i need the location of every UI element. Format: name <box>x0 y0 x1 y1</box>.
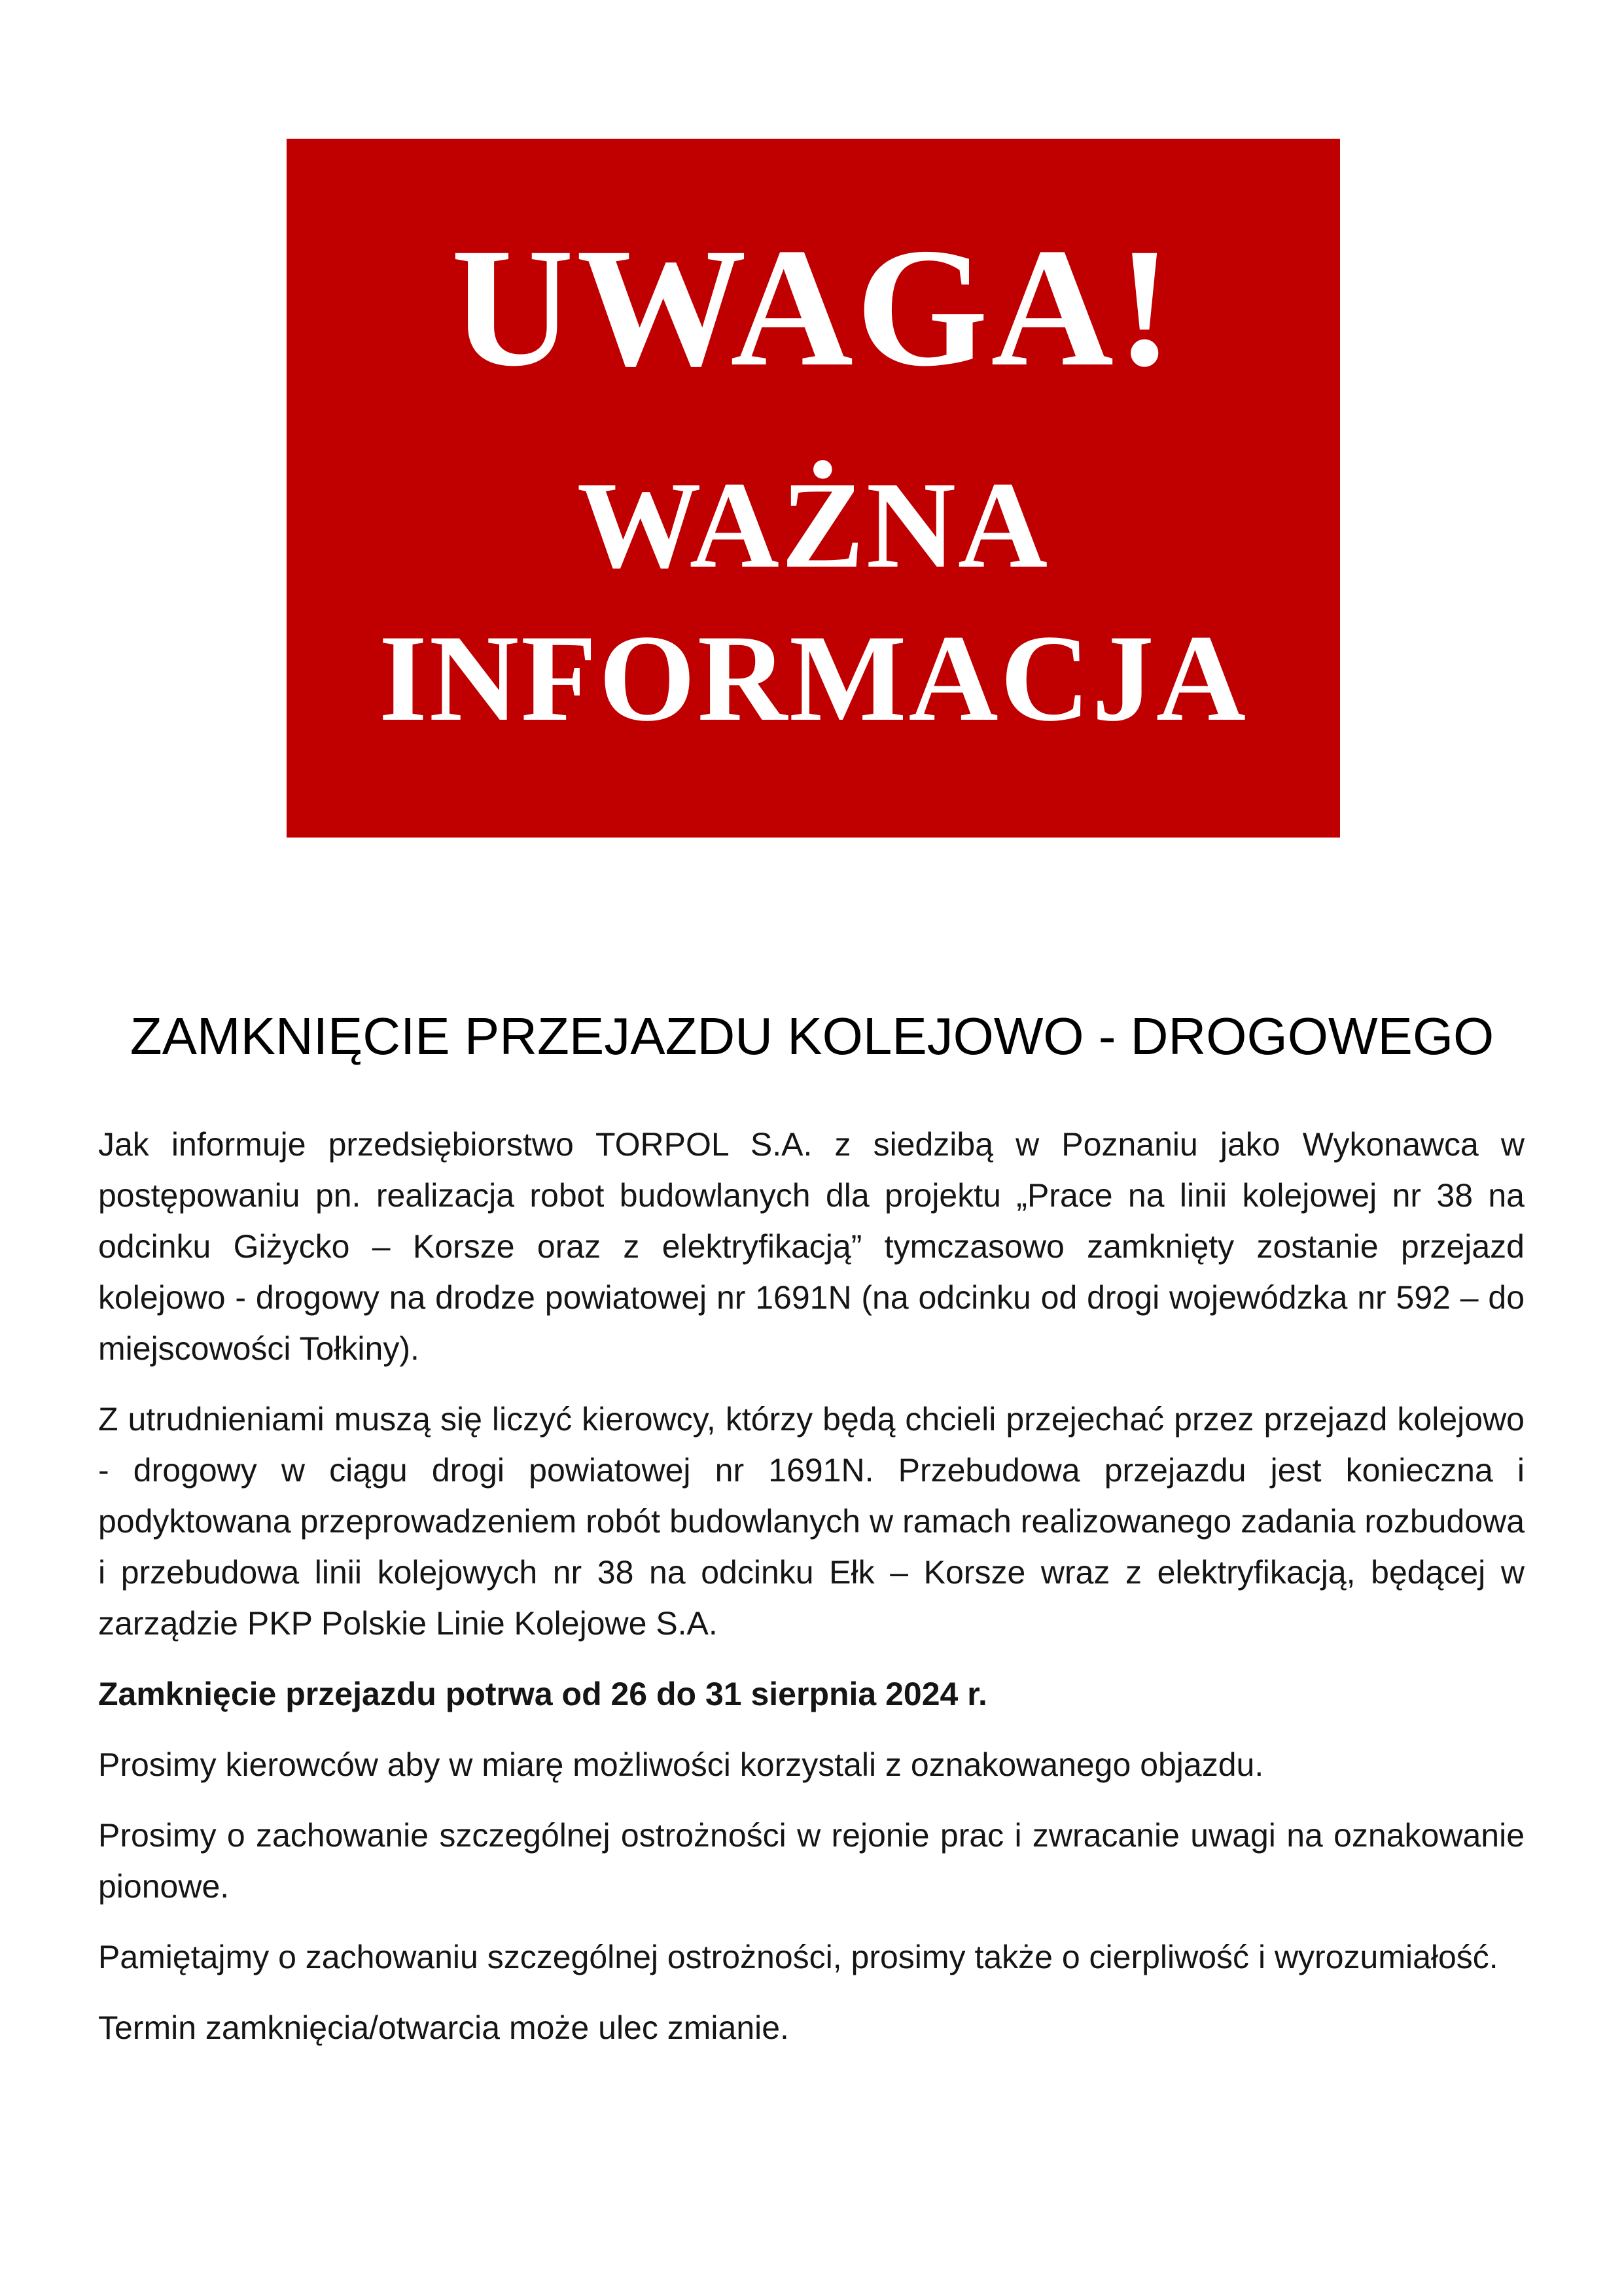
banner-line-uwaga: UWAGA! <box>451 213 1176 402</box>
banner-line-wazna: WAŻNA <box>576 457 1050 594</box>
banner-line-informacja: INFORMACJA <box>378 610 1248 747</box>
paragraph-patience: Pamiętajmy o zachowaniu szczególnej ostrożności, prosimy także o cierpliwość i wyrozumiałość. <box>98 1939 1498 1975</box>
paragraph-caution: Prosimy o zachowanie szczególnej ostrożności w rejonie prac i zwracanie uwagi na oznakowanie pionowe. <box>98 1817 1525 1905</box>
warning-banner <box>287 139 1340 838</box>
paragraph-difficulties: Z utrudnieniami muszą się liczyć kierowcy, którzy będą chcieli przejechać przez przejazd kolejowo - drogowy w ciągu drogi powiatowej nr 1691N. Przebudowa przejazdu jest konieczna i podyktowana przeprowadzeniem robót budowlanych w ramach realizowanego zadania rozbudowa i przebudowa linii kolejowych nr 38 na odcinku Ełk – Korsze wraz z elektryfikacją, będącej w zarządzie PKP Polskie Linie Kolejowe S.A. <box>98 1401 1525 1642</box>
paragraph-intro: Jak informuje przedsiębiorstwo TORPOL S.A. z siedzibą w Poznaniu jako Wykonawca w postępowaniu pn. realizacja robot budowlanych dla projektu „Prace na linii kolejowej nr 38 na odcinku Giżycko – Korsze oraz z elektryfikacją” tymczasowo zamknięty zostanie przejazd kolejowo - drogowy na drodze powiatowej nr 1691N (na odcinku od drogi wojewódzka nr 592 – do miejscowości Tołkiny). <box>98 1126 1525 1367</box>
paragraph-closure-dates: Zamknięcie przejazdu potrwa od 26 do 31 sierpnia 2024 r. <box>98 1676 987 1712</box>
paragraph-date-change: Termin zamknięcia/otwarcia może ulec zmianie. <box>98 2009 789 2046</box>
paragraph-detour: Prosimy kierowców aby w miarę możliwości korzystali z oznakowanego objazdu. <box>98 1746 1264 1783</box>
page-title: ZAMKNIĘCIE PRZEJAZDU KOLEJOWO - DROGOWEGO <box>130 1006 1494 1065</box>
announcement-body <box>98 1119 1525 2073</box>
